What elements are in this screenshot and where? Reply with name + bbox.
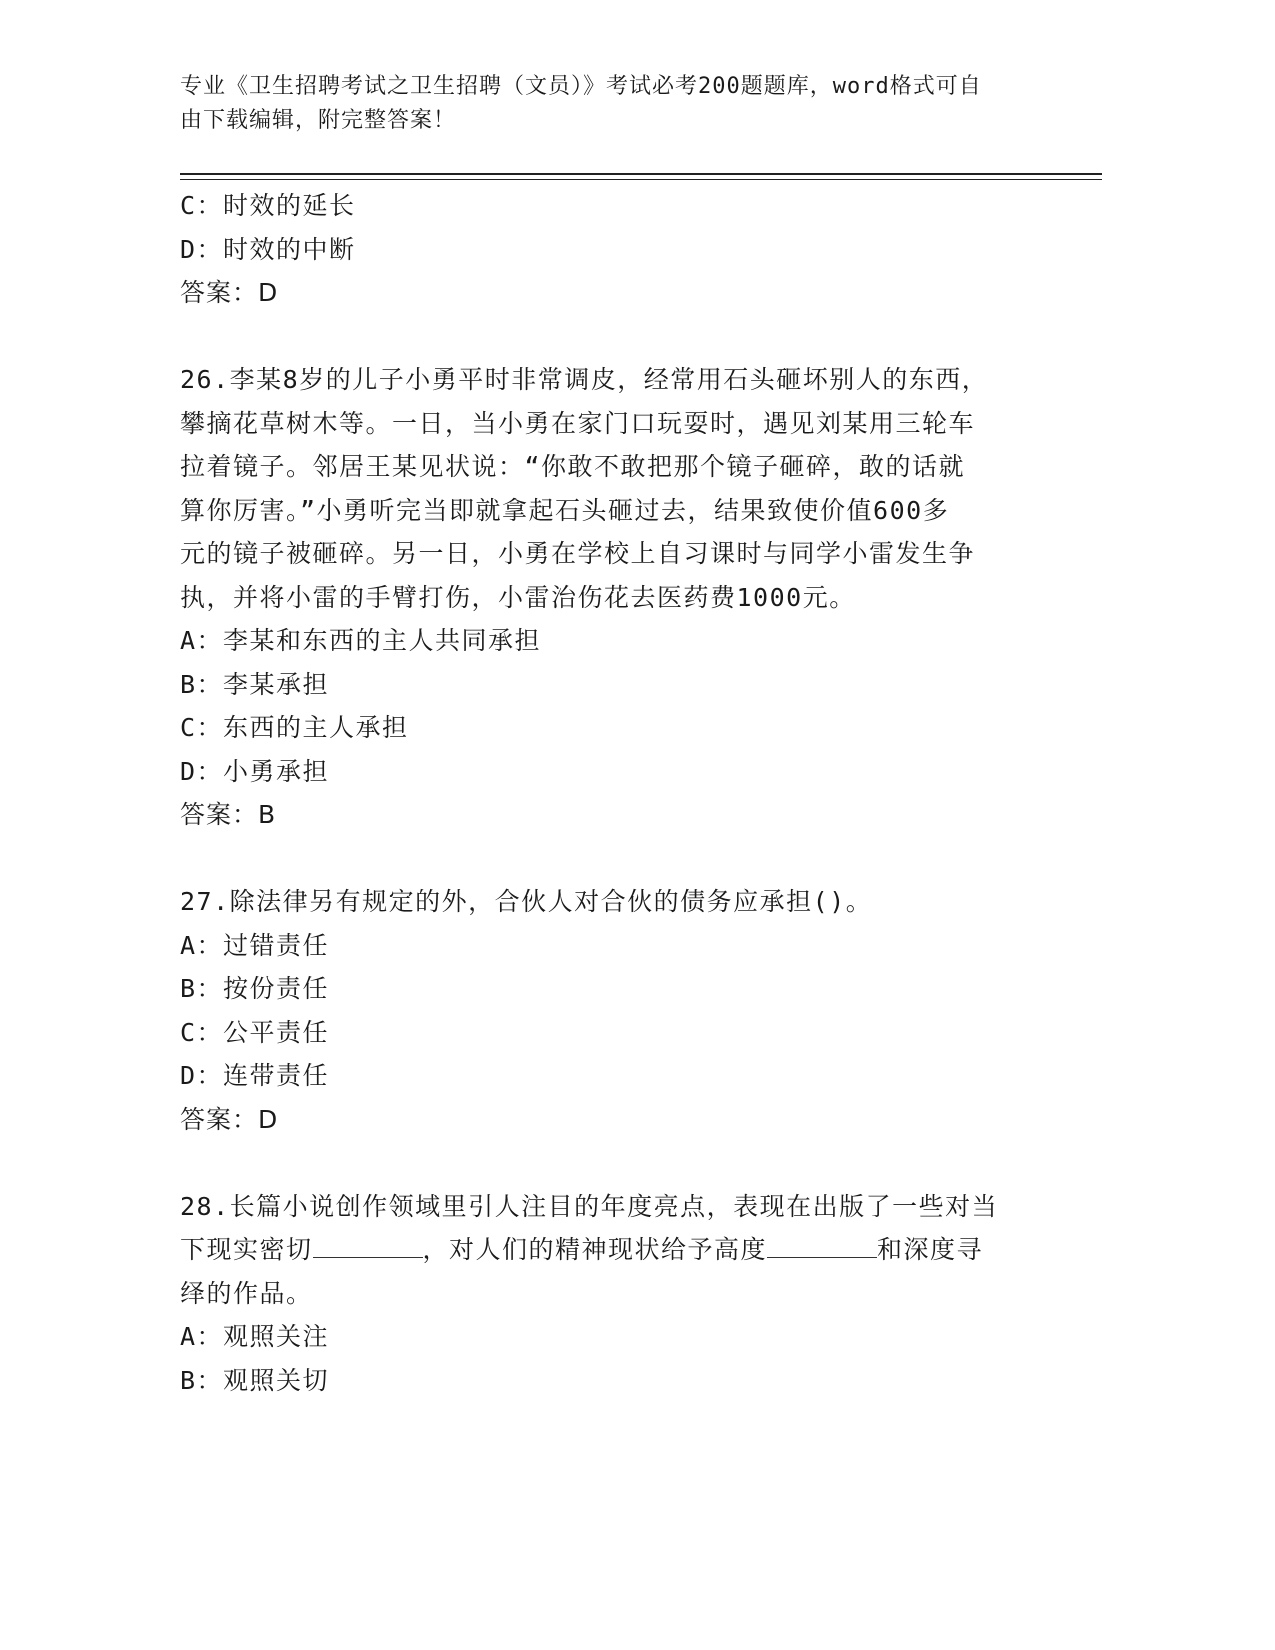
option-b: B：按份责任: [180, 974, 330, 1003]
header-divider-thin: [180, 179, 1102, 180]
question-26-line-3: 拉着镜子。邻居王某见状说：“你敢不敢把那个镜子砸碎，敢的话就: [180, 452, 966, 481]
answer-line: 答案：D: [180, 278, 279, 307]
option-b: B：观照关切: [180, 1365, 330, 1395]
option-a: A：李某和东西的主人共同承担: [180, 626, 542, 655]
question-28-line-2: [180, 1228, 1040, 1272]
header-divider-thick: [180, 173, 1102, 175]
spacer: [180, 837, 1040, 881]
question-26-line-4: 算你厉害。”小勇听完当即就拿起石头砸过去，结果致使价值600多: [180, 495, 950, 525]
question-28-text-c: 和深度寻: [877, 1235, 984, 1264]
spacer: [180, 315, 1040, 359]
option-d: D：时效的中断: [180, 234, 356, 264]
question-28-text-b: ，对人们的精神现状给予高度: [422, 1235, 768, 1264]
question-26-line-2: 攀摘花草树木等。一日，当小勇在家门口玩耍时，遇见刘某用三轮车: [180, 408, 976, 438]
answer-line: 答案：B: [180, 800, 277, 829]
question-28-line-1: 28.长篇小说创作领域里引人注目的年度亮点，表现在出版了一些对当: [180, 1191, 999, 1221]
option-d: D：小勇承担: [180, 756, 330, 786]
option-a: A：过错责任: [180, 930, 330, 960]
header-line-2: 由下载编辑，附完整答案！: [180, 108, 457, 133]
question-26-line-5: 元的镜子被砸碎。另一日，小勇在学校上自习课时与同学小雷发生争: [180, 539, 976, 568]
option-c: C：东西的主人承担: [180, 713, 409, 742]
spacer: [180, 1141, 1040, 1185]
header-line-1: 专业《卫生招聘考试之卫生招聘（文员）》考试必考200题题库，word格式可自: [180, 74, 982, 99]
option-d: D：连带责任: [180, 1061, 330, 1090]
question-28-line-3: 绎的作品。: [180, 1278, 313, 1308]
question-26-line-1: 26.李某8岁的儿子小勇平时非常调皮，经常用石头砸坏别人的东西，: [180, 365, 989, 394]
fill-in-blank: [313, 1233, 423, 1258]
question-body: [180, 184, 1040, 1402]
question-27-line-1: 27.除法律另有规定的外，合伙人对合伙的债务应承担()。: [180, 887, 873, 916]
option-b: B：李某承担: [180, 669, 330, 699]
question-26-line-6: 执，并将小雷的手臂打伤，小雷治伤花去医药费1000元。: [180, 582, 856, 612]
option-c: C：公平责任: [180, 1017, 330, 1047]
answer-line: 答案：D: [180, 1104, 279, 1134]
option-a: A：观照关注: [180, 1322, 330, 1351]
fill-in-blank: [767, 1233, 877, 1258]
question-28-text-a: 下现实密切: [180, 1235, 313, 1264]
document-header: [180, 70, 1040, 138]
option-c: C：时效的延长: [180, 191, 356, 220]
